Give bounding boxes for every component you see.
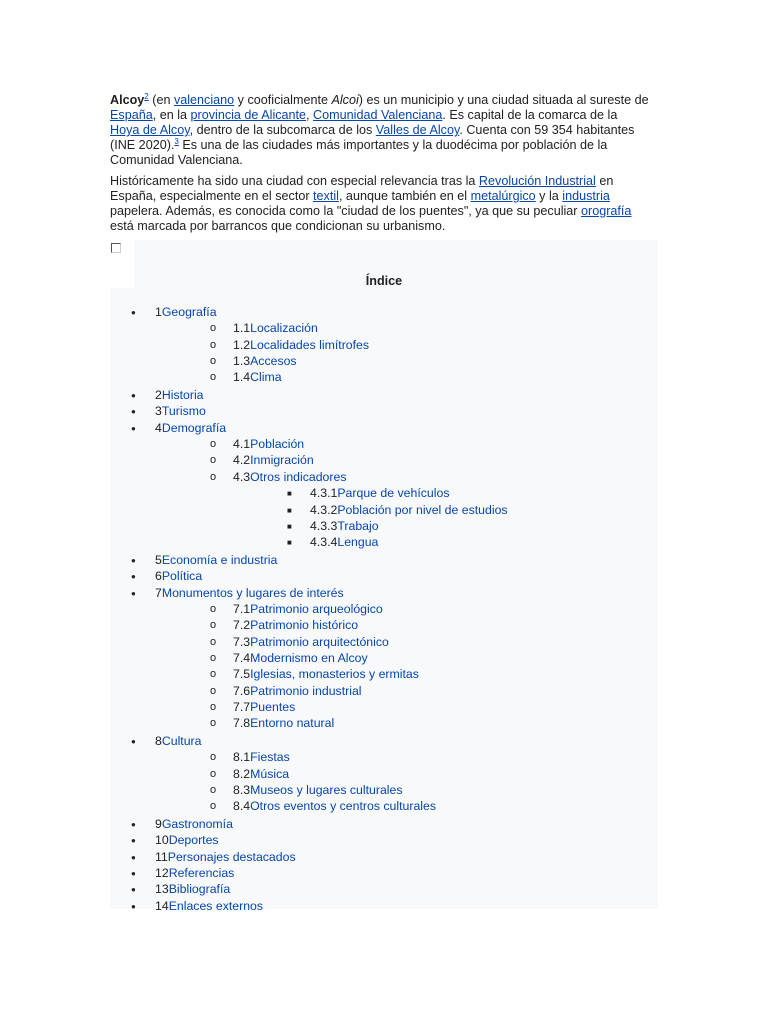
toc-item <box>233 799 436 814</box>
toc-item <box>310 519 379 534</box>
toc-item <box>233 370 282 385</box>
history-text: , aunque también en el <box>338 189 471 203</box>
toc-number: 4.3.2 <box>310 502 338 517</box>
toc-number: 1.3 <box>233 354 251 369</box>
toc-number: 7.8 <box>233 716 251 731</box>
toc-item <box>233 684 362 699</box>
toc-link[interactable]: Patrimonio histórico <box>250 618 359 633</box>
toc-link[interactable]: Parque de vehículos <box>337 486 450 501</box>
toc-link[interactable]: Otros eventos y centros culturales <box>250 799 437 814</box>
toc-number: 8 <box>155 734 162 748</box>
toc-link[interactable]: Localización <box>250 321 318 336</box>
toc-item <box>155 899 263 914</box>
toc-number: 1.1 <box>233 321 251 336</box>
intro-text: . Es capital de la comarca de la <box>442 108 618 122</box>
toc-link[interactable]: Geografía <box>161 305 217 319</box>
toc-marker-2: o <box>210 470 217 483</box>
toc-link[interactable]: Trabajo <box>337 518 379 533</box>
history-paragraph <box>110 174 650 234</box>
toc-marker-2: o <box>210 717 217 730</box>
history-text: está marcada por barrancos que condicionan su urbanismo. <box>110 219 446 233</box>
toc-item <box>233 716 334 731</box>
history-text: Históricamente ha sido una ciudad con especial relevancia tras la <box>110 174 479 188</box>
toc-number: 7 <box>155 585 162 600</box>
toc-marker-1: ● <box>131 737 136 746</box>
toc-link[interactable]: Enlaces externos <box>168 898 264 913</box>
ref-2-link[interactable]: 2 <box>144 91 149 101</box>
link-provincia-alicante[interactable]: provincia de Alicante <box>190 108 307 122</box>
toc-link[interactable]: Lengua <box>337 535 379 550</box>
toc-number: 10 <box>155 833 169 848</box>
toc-marker-1: ● <box>131 407 136 417</box>
toc-link[interactable]: Demografía <box>161 420 227 435</box>
history-text: y la <box>535 189 563 203</box>
toc-link[interactable]: Gastronomía <box>161 817 233 832</box>
toc-link[interactable]: Puentes <box>250 700 296 714</box>
toc-number: 8.2 <box>233 766 251 781</box>
link-comunidad-valenciana[interactable]: Comunidad Valenciana <box>313 108 443 122</box>
toc-item <box>310 535 378 550</box>
toc-item <box>155 569 202 584</box>
toc-marker-3: ■ <box>287 538 292 548</box>
toc-number: 1 <box>155 305 162 319</box>
toc-marker-2: o <box>210 767 217 780</box>
toc-item <box>233 437 304 452</box>
ref-3-link[interactable]: 3 <box>174 136 179 146</box>
intro-text: Es una de las ciudades más importantes y la duodécima por población de la Comunidad Valenciana. <box>110 138 608 167</box>
toc-marker-1: ● <box>131 836 136 846</box>
toc-link[interactable]: Entorno natural <box>250 716 335 731</box>
toc-link[interactable]: Fiestas <box>250 750 290 765</box>
toc-number: 13 <box>155 882 169 897</box>
toc-link[interactable]: Personajes destacados <box>167 849 296 864</box>
toc-item <box>233 635 389 650</box>
toc-item <box>233 354 297 369</box>
toc-item <box>155 850 296 865</box>
toc-number: 7.5 <box>233 667 251 682</box>
toc-item <box>310 503 508 518</box>
toc-marker-2: o <box>210 784 217 797</box>
toc-item <box>233 602 383 617</box>
toc-link[interactable]: Otros indicadores <box>250 469 347 484</box>
toc-marker-3: ■ <box>287 521 292 531</box>
toc-link[interactable]: Inmigración <box>250 453 314 468</box>
toc-number: 7.3 <box>233 634 251 649</box>
toc-link[interactable]: Turismo <box>161 404 206 419</box>
toc-number: 7.4 <box>233 650 251 665</box>
link-orografia[interactable]: orografía <box>581 204 632 218</box>
toc-link[interactable]: Deportes <box>168 833 219 848</box>
toc-link[interactable]: Monumentos y lugares de interés <box>161 585 344 600</box>
toc-number: 12 <box>155 866 169 881</box>
history-text: en España, especialmente en el sector <box>110 174 614 203</box>
toc-link[interactable]: Patrimonio industrial <box>250 683 362 698</box>
toc-item <box>155 586 344 601</box>
toc-link[interactable]: Patrimonio arquitectónico <box>250 634 389 649</box>
toc-marker-1: ● <box>131 869 136 879</box>
toc-item <box>233 470 346 485</box>
toc-item <box>155 734 202 749</box>
toc-link[interactable]: Economía e industria <box>161 552 278 567</box>
toc-marker-1: ● <box>131 901 136 911</box>
toc-link[interactable]: Clima <box>250 370 282 385</box>
toc-marker-3: ■ <box>287 505 292 515</box>
link-valenciano[interactable]: valenciano <box>173 93 235 107</box>
link-revolucion-industrial[interactable]: Revolución Industrial <box>478 174 596 188</box>
intro-text: . Cuenta con 59 354 habitantes (INE 2020). <box>110 123 635 152</box>
toc-number: 4.3.1 <box>310 486 338 501</box>
history-text: papelera. Además, es conocida como la "ciudad de los puentes", ya que su peculiar <box>110 204 582 218</box>
toc-item <box>155 882 230 897</box>
toc-marker-1: ● <box>131 820 136 830</box>
toc-link[interactable]: Música <box>250 766 290 781</box>
toc-number: 6 <box>155 569 162 584</box>
toc-number: 3 <box>155 404 162 419</box>
toc-item <box>233 783 403 798</box>
toc-number: 1.2 <box>233 337 251 352</box>
toc-number: 2 <box>155 388 162 403</box>
intro-text: ) es un municipio y una ciudad situada al sureste de <box>358 93 649 107</box>
toc-number: 4 <box>155 420 162 435</box>
toc-marker-2: o <box>210 668 217 681</box>
toc-number: 11 <box>155 849 168 864</box>
toc-item <box>155 833 219 848</box>
toc-marker-2: o <box>210 371 217 384</box>
toc-number: 7.7 <box>233 700 251 714</box>
toc-marker-1: ● <box>131 555 136 565</box>
toc-link[interactable]: Bibliografía <box>168 882 231 897</box>
toc-marker-1: ● <box>131 391 136 401</box>
toc-link[interactable]: Iglesias, monasterios y ermitas <box>250 667 419 682</box>
toc-item <box>155 817 233 832</box>
toc-number: 4.3 <box>233 469 251 484</box>
toc-item <box>233 700 295 715</box>
toc-marker-1: ● <box>131 852 136 862</box>
article-title: Alcoy <box>110 93 145 107</box>
toc-link[interactable]: Accesos <box>250 354 297 369</box>
toc-link[interactable]: Población por nivel de estudios <box>337 502 508 517</box>
toc-marker-1: ● <box>131 572 136 582</box>
toc-item <box>155 866 234 881</box>
toc-number: 4.3.4 <box>310 535 338 550</box>
toc-item <box>233 338 369 353</box>
intro-text: (en <box>148 93 174 107</box>
intro-text: , <box>306 108 314 122</box>
link-valles-alcoy[interactable]: Valles de Alcoy <box>375 123 460 137</box>
toc-title: Índice <box>365 274 403 288</box>
toc-number: 7.6 <box>233 683 251 698</box>
toc-item <box>155 553 277 568</box>
toc-marker-2: o <box>210 438 217 451</box>
toc-number: 8.1 <box>233 750 251 765</box>
toc-link[interactable]: Museos y lugares culturales <box>250 783 403 798</box>
toc-number: 14 <box>155 898 169 913</box>
toc-marker-2: o <box>210 751 217 764</box>
toc-item <box>310 486 449 501</box>
link-espana[interactable]: España <box>110 108 153 122</box>
toc-link[interactable]: Población <box>250 437 305 452</box>
toc-number: 9 <box>155 817 162 832</box>
toc-number: 1.4 <box>233 370 251 385</box>
intro-text: , dentro de la subcomarca de los <box>189 123 376 137</box>
toc-item <box>155 404 206 419</box>
toc-item <box>233 667 419 682</box>
toc-marker-2: o <box>210 651 217 664</box>
link-industria[interactable]: industria <box>562 189 610 203</box>
link-hoya-alcoy[interactable]: Hoya de Alcoy <box>110 123 190 137</box>
toc-item <box>233 453 314 468</box>
toc-marker-2: o <box>210 701 217 713</box>
link-textil[interactable]: textil <box>313 189 339 203</box>
toc-marker-2: o <box>210 635 217 648</box>
toc-toggle-checkbox[interactable] <box>111 243 121 253</box>
toc-link[interactable]: Modernismo en Alcoy <box>250 650 368 665</box>
toc-item <box>233 750 290 765</box>
toc-number: 4.3.3 <box>310 518 338 533</box>
toc-number: 8.4 <box>233 799 251 814</box>
toc-marker-1: ● <box>131 588 136 598</box>
intro-text: , en la <box>152 108 191 122</box>
toc-marker-2: o <box>210 338 217 351</box>
toc-link[interactable]: Historia <box>161 388 204 403</box>
toc-marker-2: o <box>210 355 217 368</box>
toc-marker-2: o <box>210 619 217 632</box>
toc-number: 4.1 <box>233 437 251 452</box>
toc-link[interactable]: Política <box>161 569 203 584</box>
toc-number: 4.2 <box>233 453 251 468</box>
toc-marker-2: o <box>210 322 217 335</box>
toc-item <box>233 321 318 336</box>
alcoi-term: Alcoi <box>331 93 359 107</box>
toc-marker-2: o <box>210 454 217 467</box>
toc-link[interactable]: Localidades limítrofes <box>250 337 370 352</box>
toc-link[interactable]: Cultura <box>161 734 202 748</box>
toc-item <box>155 388 204 403</box>
toc-item <box>233 618 358 633</box>
intro-paragraph <box>110 93 650 168</box>
toc-link[interactable]: Patrimonio arqueológico <box>250 601 383 616</box>
intro-text: y cooficialmente <box>234 93 332 107</box>
toc-item <box>233 767 289 782</box>
toc-number: 7.2 <box>233 618 251 633</box>
toc-item <box>155 421 226 436</box>
toc-marker-2: o <box>210 602 217 615</box>
toc-item <box>233 651 368 666</box>
link-metalurgico[interactable]: metalúrgico <box>470 189 536 203</box>
toc-number: 5 <box>155 552 162 567</box>
toc-marker-2: o <box>210 800 217 813</box>
toc-marker-1: ● <box>131 423 136 433</box>
toc-marker-1: ● <box>131 885 136 895</box>
toc-marker-2: o <box>210 684 217 697</box>
toc-marker-1: ● <box>131 308 136 317</box>
toc-item <box>155 305 217 320</box>
toc-marker-3: ■ <box>287 489 292 499</box>
toc-number: 7.1 <box>233 601 251 616</box>
toc-link[interactable]: Referencias <box>168 866 235 881</box>
toc-number: 8.3 <box>233 783 251 798</box>
